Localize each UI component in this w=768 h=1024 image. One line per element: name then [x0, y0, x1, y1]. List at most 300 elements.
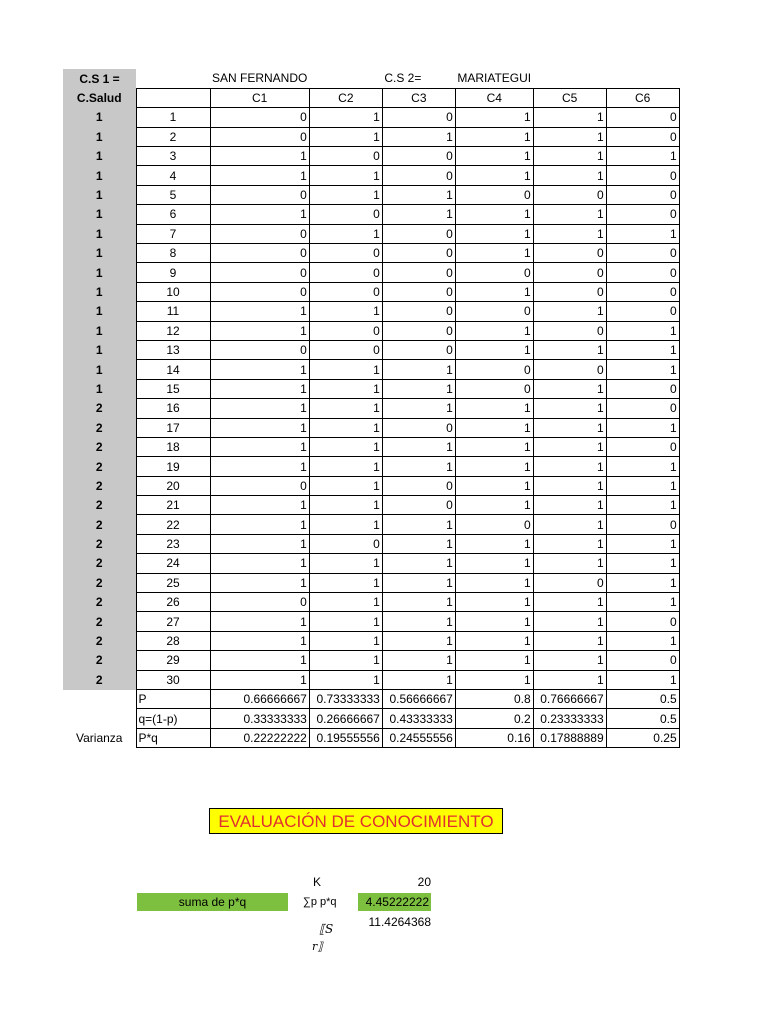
cs-cell: 2	[63, 515, 136, 534]
value-cell: 0	[606, 302, 679, 321]
value-cell: 1	[533, 612, 606, 631]
value-cell: 1	[533, 554, 606, 573]
value-cell: 1	[210, 631, 309, 650]
value-cell: 0	[455, 302, 533, 321]
value-cell: 1	[455, 321, 533, 340]
value-cell: 0	[382, 418, 455, 437]
value-cell: 1	[455, 244, 533, 263]
row-id-cell: 17	[136, 418, 210, 437]
cs-cell: 2	[63, 573, 136, 592]
cs-cell: 1	[63, 360, 136, 379]
value-cell: 0	[382, 496, 455, 515]
value-cell: 0	[606, 651, 679, 670]
cs-cell: 2	[63, 418, 136, 437]
value-cell: 1	[210, 496, 309, 515]
stats-value: 0.56666667	[382, 690, 455, 709]
row-id-cell: 19	[136, 457, 210, 476]
value-cell: 1	[210, 379, 309, 398]
value-cell: 0	[455, 360, 533, 379]
value-cell: 1	[309, 418, 382, 437]
value-cell: 1	[309, 224, 382, 243]
row-id-cell: 10	[136, 282, 210, 301]
table-row	[63, 670, 679, 689]
cs-cell: 2	[63, 612, 136, 631]
stats-value: 0.5	[606, 690, 679, 709]
stats-value: 0.8	[455, 690, 533, 709]
value-cell: 0	[382, 282, 455, 301]
value-cell: 1	[382, 379, 455, 398]
table-row	[63, 340, 679, 359]
formula-glyph: ⟦S	[319, 922, 334, 936]
row-id-cell: 14	[136, 360, 210, 379]
row-id-cell: 1	[136, 108, 210, 127]
value-cell: 0	[455, 515, 533, 534]
value-cell: 1	[455, 476, 533, 495]
value-cell: 0	[210, 224, 309, 243]
value-cell: 1	[533, 476, 606, 495]
value-cell: 0	[210, 244, 309, 263]
csalud-label: C.Salud	[63, 88, 136, 107]
value-cell: 1	[382, 651, 455, 670]
value-cell: 1	[309, 554, 382, 573]
value-cell: 0	[455, 263, 533, 282]
row-id-cell: 9	[136, 263, 210, 282]
value-cell: 1	[533, 534, 606, 553]
column-header: C2	[309, 88, 382, 107]
value-cell: 1	[382, 399, 455, 418]
value-cell: 1	[309, 360, 382, 379]
value-cell: 1	[606, 147, 679, 166]
value-cell: 1	[210, 399, 309, 418]
cs2-label: C.S 2=	[384, 71, 422, 86]
row-id-cell: 11	[136, 302, 210, 321]
value-cell: 0	[210, 593, 309, 612]
stats-value: 0.24555556	[382, 728, 455, 747]
value-cell: 1	[455, 108, 533, 127]
stats-value: 0.66666667	[210, 690, 309, 709]
row-id-cell: 25	[136, 573, 210, 592]
table-row	[63, 534, 679, 553]
value-cell: 1	[382, 127, 455, 146]
value-cell: 1	[606, 573, 679, 592]
cs-cell: 1	[63, 166, 136, 185]
stats-label: P	[136, 690, 210, 709]
value-cell: 1	[382, 185, 455, 204]
sum-value: 4.45222222	[358, 893, 431, 911]
value-cell: 0	[382, 147, 455, 166]
row-id-cell: 16	[136, 399, 210, 418]
table-row	[63, 573, 679, 592]
row-id-cell: 23	[136, 534, 210, 553]
table-row	[63, 224, 679, 243]
value-cell: 1	[606, 340, 679, 359]
table-row	[63, 496, 679, 515]
value-cell: 1	[455, 651, 533, 670]
table-row	[63, 108, 679, 127]
cs-cell: 1	[63, 340, 136, 359]
formula-sub: r⟧	[312, 940, 323, 953]
value-cell: 1	[455, 282, 533, 301]
value-cell: 0	[606, 263, 679, 282]
value-cell: 1	[533, 631, 606, 650]
value-cell: 0	[606, 282, 679, 301]
value-cell: 1	[533, 651, 606, 670]
cs-cell: 2	[63, 631, 136, 650]
value-cell: 1	[309, 127, 382, 146]
value-cell: 0	[606, 399, 679, 418]
value-cell: 1	[533, 108, 606, 127]
stats-row	[63, 728, 679, 747]
value-cell: 1	[455, 457, 533, 476]
value-cell: 1	[455, 147, 533, 166]
value-cell: 1	[210, 573, 309, 592]
row-id-cell: 6	[136, 205, 210, 224]
column-header: C3	[382, 88, 455, 107]
value-cell: 1	[210, 457, 309, 476]
value-cell: 1	[455, 612, 533, 631]
value-cell: 1	[533, 127, 606, 146]
blank-header-cell	[136, 88, 210, 107]
value-cell: 1	[382, 593, 455, 612]
cs-cell: 1	[63, 282, 136, 301]
value-cell: 1	[533, 340, 606, 359]
value-cell: 1	[382, 670, 455, 689]
value-cell: 0	[606, 612, 679, 631]
value-cell: 1	[210, 651, 309, 670]
value-cell: 1	[309, 185, 382, 204]
value-cell: 0	[455, 379, 533, 398]
value-cell: 1	[210, 166, 309, 185]
table-row	[63, 244, 679, 263]
value-cell: 1	[210, 554, 309, 573]
row-id-cell: 18	[136, 437, 210, 456]
value-cell: 1	[606, 224, 679, 243]
cs1-label: C.S 1 =	[63, 69, 136, 88]
value-cell: 1	[606, 476, 679, 495]
sum-label: suma de p*q	[137, 893, 288, 911]
stats-value: 0.22222222	[210, 728, 309, 747]
value-cell: 0	[309, 282, 382, 301]
row-id-cell: 8	[136, 244, 210, 263]
value-cell: 0	[606, 185, 679, 204]
k-label: K	[313, 875, 322, 889]
value-cell: 0	[382, 224, 455, 243]
table-row	[63, 166, 679, 185]
value-cell: 1	[210, 205, 309, 224]
value-cell: 1	[606, 554, 679, 573]
stats-value: 0.19555556	[309, 728, 382, 747]
stats-value: 0.23333333	[533, 709, 606, 728]
table-row	[63, 515, 679, 534]
value-cell: 1	[606, 360, 679, 379]
cs-cell: 1	[63, 205, 136, 224]
value-cell: 1	[455, 573, 533, 592]
value-cell: 1	[606, 631, 679, 650]
cs-cell: 1	[63, 263, 136, 282]
value-cell: 0	[309, 534, 382, 553]
stats-value: 0.33333333	[210, 709, 309, 728]
value-cell: 1	[455, 437, 533, 456]
value-cell: 1	[533, 418, 606, 437]
table-row	[63, 147, 679, 166]
value-cell: 1	[533, 147, 606, 166]
column-header: C6	[606, 88, 679, 107]
value-cell: 1	[533, 224, 606, 243]
table-row	[63, 302, 679, 321]
value-cell: 1	[455, 496, 533, 515]
value-cell: 1	[309, 573, 382, 592]
row-id-cell: 21	[136, 496, 210, 515]
value-cell: 0	[309, 205, 382, 224]
value-cell: 0	[533, 360, 606, 379]
value-cell: 1	[533, 302, 606, 321]
value-cell: 1	[309, 437, 382, 456]
cs-cell: 2	[63, 554, 136, 573]
table-row	[63, 554, 679, 573]
value-cell: 1	[309, 651, 382, 670]
value-cell: 1	[309, 515, 382, 534]
table-row	[63, 399, 679, 418]
value-cell: 1	[382, 437, 455, 456]
k-value: 20	[417, 875, 431, 889]
cs1-name: SAN FERNANDO	[212, 71, 308, 86]
blank-cell	[533, 69, 606, 88]
value-cell: 1	[309, 399, 382, 418]
value-cell: 1	[606, 496, 679, 515]
value-cell: 0	[210, 340, 309, 359]
cs-cell: 2	[63, 670, 136, 689]
value-cell: 1	[533, 457, 606, 476]
column-header: C4	[455, 88, 533, 107]
value-cell: 1	[210, 612, 309, 631]
row-id-cell: 30	[136, 670, 210, 689]
cs-cell: 1	[63, 244, 136, 263]
value-cell: 1	[309, 670, 382, 689]
value-cell: 1	[533, 205, 606, 224]
value-cell: 0	[210, 476, 309, 495]
stats-value: 0.17888889	[533, 728, 606, 747]
value-cell: 1	[455, 631, 533, 650]
value-cell: 1	[382, 534, 455, 553]
value-cell: 1	[606, 457, 679, 476]
value-cell: 1	[210, 321, 309, 340]
table-row	[63, 476, 679, 495]
value-cell: 1	[533, 670, 606, 689]
value-cell: 0	[606, 379, 679, 398]
table-row	[63, 612, 679, 631]
value-cell: 1	[210, 534, 309, 553]
row-id-cell: 24	[136, 554, 210, 573]
value-cell: 0	[309, 263, 382, 282]
row-id-cell: 7	[136, 224, 210, 243]
stats-row	[63, 690, 679, 709]
row-id-cell: 26	[136, 593, 210, 612]
value-cell: 0	[455, 185, 533, 204]
cs-cell: 2	[63, 593, 136, 612]
value-cell: 0	[210, 263, 309, 282]
value-cell: 1	[309, 612, 382, 631]
value-cell: 0	[210, 282, 309, 301]
cs-cell: 2	[63, 651, 136, 670]
value-cell: 1	[309, 302, 382, 321]
value-cell: 1	[455, 534, 533, 553]
value-cell: 1	[455, 418, 533, 437]
value-cell: 0	[606, 166, 679, 185]
value-cell: 1	[533, 515, 606, 534]
value-cell: 1	[382, 205, 455, 224]
value-cell: 1	[309, 631, 382, 650]
cs-cell: 1	[63, 224, 136, 243]
value-cell: 1	[309, 108, 382, 127]
table-row	[63, 631, 679, 650]
cs-cell: 1	[63, 379, 136, 398]
stats-value: 0.2	[455, 709, 533, 728]
value-cell: 1	[455, 670, 533, 689]
row-id-cell: 12	[136, 321, 210, 340]
table-row	[63, 651, 679, 670]
value-cell: 1	[382, 612, 455, 631]
value-cell: 1	[455, 205, 533, 224]
value-cell: 0	[606, 108, 679, 127]
stats-row	[63, 709, 679, 728]
table-row	[63, 205, 679, 224]
column-header: C1	[210, 88, 309, 107]
extra-value: 11.4264368	[368, 915, 431, 929]
cs-cell: 2	[63, 457, 136, 476]
stats-label: q=(1-p)	[136, 709, 210, 728]
cs-cell: 1	[63, 127, 136, 146]
row-id-cell: 20	[136, 476, 210, 495]
row-id-cell: 5	[136, 185, 210, 204]
stats-value: 0.25	[606, 728, 679, 747]
blank-cell	[309, 69, 382, 88]
value-cell: 1	[309, 379, 382, 398]
value-cell: 1	[309, 496, 382, 515]
table-row	[63, 185, 679, 204]
cs-cell: 1	[63, 302, 136, 321]
blank-cell	[606, 69, 679, 88]
table-row	[63, 282, 679, 301]
value-cell: 1	[210, 418, 309, 437]
value-cell: 0	[606, 127, 679, 146]
cs-cell: 2	[63, 437, 136, 456]
stats-value: 0.16	[455, 728, 533, 747]
row-id-cell: 3	[136, 147, 210, 166]
value-cell: 1	[455, 224, 533, 243]
cs-cell: 1	[63, 108, 136, 127]
value-cell: 1	[309, 476, 382, 495]
value-cell: 1	[606, 593, 679, 612]
value-cell: 1	[455, 166, 533, 185]
value-cell: 1	[210, 437, 309, 456]
value-cell: 1	[382, 631, 455, 650]
sum-symbol: ∑p p*q	[303, 896, 337, 908]
value-cell: 0	[606, 205, 679, 224]
value-cell: 0	[606, 437, 679, 456]
value-cell: 1	[455, 340, 533, 359]
table-row	[63, 593, 679, 612]
cs-cell: 1	[63, 185, 136, 204]
value-cell: 1	[309, 166, 382, 185]
value-cell: 1	[455, 593, 533, 612]
blank-cell	[136, 69, 210, 88]
value-cell: 0	[533, 185, 606, 204]
row-id-cell: 15	[136, 379, 210, 398]
value-cell: 0	[382, 302, 455, 321]
table-row	[63, 379, 679, 398]
value-cell: 1	[210, 670, 309, 689]
value-cell: 0	[533, 282, 606, 301]
cs-cell: 1	[63, 321, 136, 340]
value-cell: 1	[309, 593, 382, 612]
header-row-1	[63, 69, 679, 88]
value-cell: 1	[533, 496, 606, 515]
cs-cell: 2	[63, 496, 136, 515]
value-cell: 0	[309, 340, 382, 359]
value-cell: 1	[210, 302, 309, 321]
value-cell: 1	[382, 515, 455, 534]
value-cell: 1	[606, 670, 679, 689]
stats-value: 0.76666667	[533, 690, 606, 709]
value-cell: 1	[455, 127, 533, 146]
value-cell: 1	[606, 534, 679, 553]
stats-value: 0.43333333	[382, 709, 455, 728]
cs2-name: MARIATEGUI	[457, 71, 532, 86]
row-id-cell: 2	[136, 127, 210, 146]
stats-value: 0.5	[606, 709, 679, 728]
row-id-cell: 28	[136, 631, 210, 650]
table-row	[63, 321, 679, 340]
cs-cell: 2	[63, 399, 136, 418]
value-cell: 0	[606, 515, 679, 534]
data-table	[63, 69, 680, 748]
table-row	[63, 263, 679, 282]
table-row	[63, 418, 679, 437]
value-cell: 0	[533, 573, 606, 592]
value-cell: 1	[533, 437, 606, 456]
value-cell: 0	[210, 108, 309, 127]
stats-label: P*q	[136, 728, 210, 747]
value-cell: 0	[382, 263, 455, 282]
value-cell: 1	[606, 321, 679, 340]
row-id-cell: 4	[136, 166, 210, 185]
value-cell: 1	[309, 457, 382, 476]
row-id-cell: 27	[136, 612, 210, 631]
value-cell: 0	[606, 244, 679, 263]
value-cell: 0	[533, 321, 606, 340]
evaluation-title: EVALUACIÓN DE CONOCIMIENTO	[209, 808, 503, 834]
table-row	[63, 437, 679, 456]
value-cell: 0	[382, 476, 455, 495]
value-cell: 0	[309, 321, 382, 340]
value-cell: 1	[210, 147, 309, 166]
value-cell: 0	[309, 147, 382, 166]
value-cell: 1	[210, 515, 309, 534]
value-cell: 1	[533, 379, 606, 398]
value-cell: 0	[382, 244, 455, 263]
value-cell: 0	[382, 321, 455, 340]
column-header: C5	[533, 88, 606, 107]
row-id-cell: 13	[136, 340, 210, 359]
value-cell: 0	[382, 166, 455, 185]
table-row	[63, 457, 679, 476]
row-id-cell: 22	[136, 515, 210, 534]
value-cell: 0	[382, 340, 455, 359]
value-cell: 1	[533, 399, 606, 418]
value-cell: 1	[382, 457, 455, 476]
value-cell: 0	[210, 185, 309, 204]
value-cell: 0	[210, 127, 309, 146]
